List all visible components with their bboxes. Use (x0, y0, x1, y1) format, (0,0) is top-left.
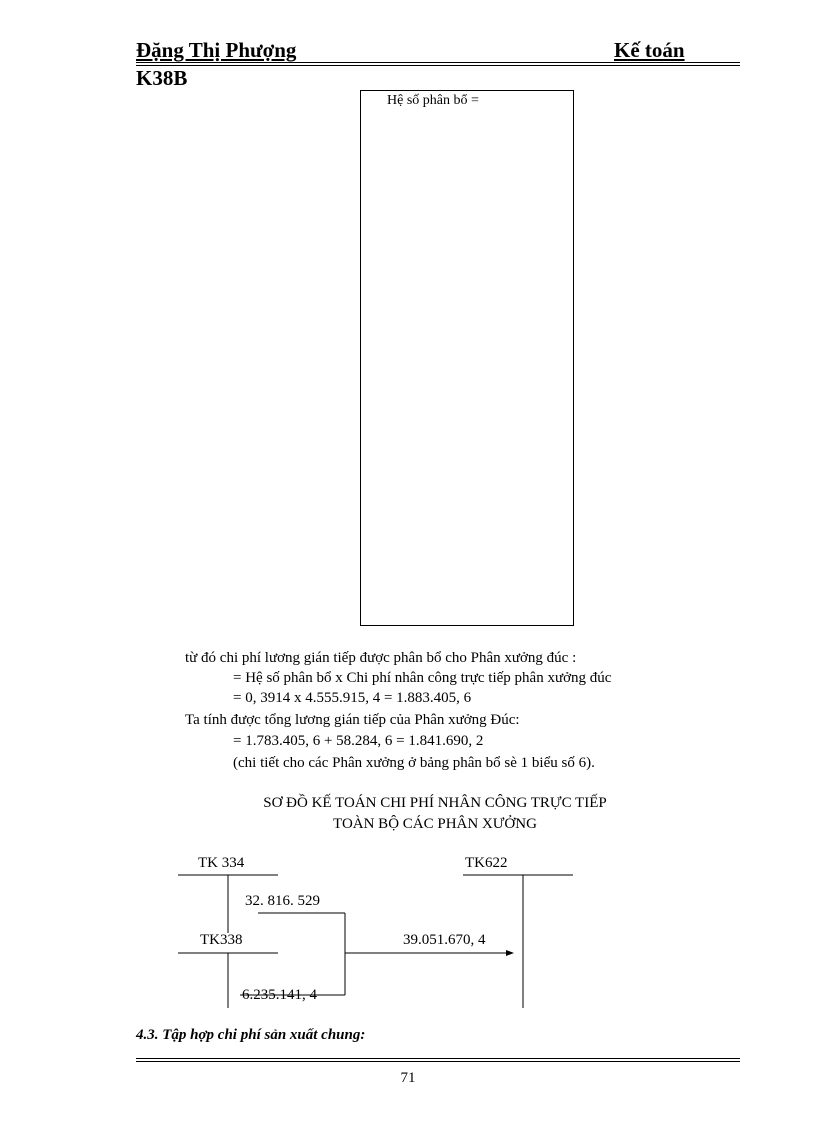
footer-rule-bottom (136, 1061, 740, 1062)
footer-rule-top (136, 1058, 740, 1059)
amount-from-338: 6.235.141, 4 (242, 987, 317, 1003)
body-line-6: (chi tiết cho các Phân xưởng ở bảng phân bổ sè 1 biểu số 6). (233, 755, 595, 771)
body-line-1: từ đó chi phí lương gián tiếp được phân bổ cho Phân xưởng đúc : (185, 650, 577, 666)
class-code: K38B (136, 66, 188, 90)
body-line-4: Ta tính được tổng lương gián tiếp của Phân xưởng Đúc: (185, 712, 520, 728)
diagram-title-line-1: SƠ ĐỒ KẾ TOÁN CHI PHÍ NHÂN CÔNG TRỰC TIẾP (263, 795, 607, 811)
tk338-label: TK338 (200, 932, 243, 948)
tk622-label: TK622 (465, 855, 508, 871)
author-role: Kế toán (614, 38, 685, 62)
body-line-3: = 0, 3914 x 4.555.915, 4 = 1.883.405, 6 (233, 690, 472, 706)
allocation-coefficient-label: Hệ số phân bổ = (387, 93, 479, 108)
body-line-2: = Hệ số phân bổ x Chi phí nhân công trực tiếp phân xưởng đúc (233, 670, 612, 686)
page-number: 71 (400, 1070, 416, 1086)
diagram-title-line-2: TOÀN BỘ CÁC PHÂN XƯỞNG (333, 816, 537, 832)
body-line-5: = 1.783.405, 6 + 58.284, 6 = 1.841.690, 2 (233, 733, 484, 749)
section-heading: 4.3. Tập hợp chi phí sản xuất chung: (136, 1027, 366, 1043)
tk334-label: TK 334 (198, 855, 245, 871)
arrow-head-icon (506, 950, 514, 956)
author-name: Đặng Thị Phượng (136, 38, 297, 62)
amount-to-622: 39.051.670, 4 (403, 932, 486, 948)
amount-from-334: 32. 816. 529 (245, 893, 320, 909)
